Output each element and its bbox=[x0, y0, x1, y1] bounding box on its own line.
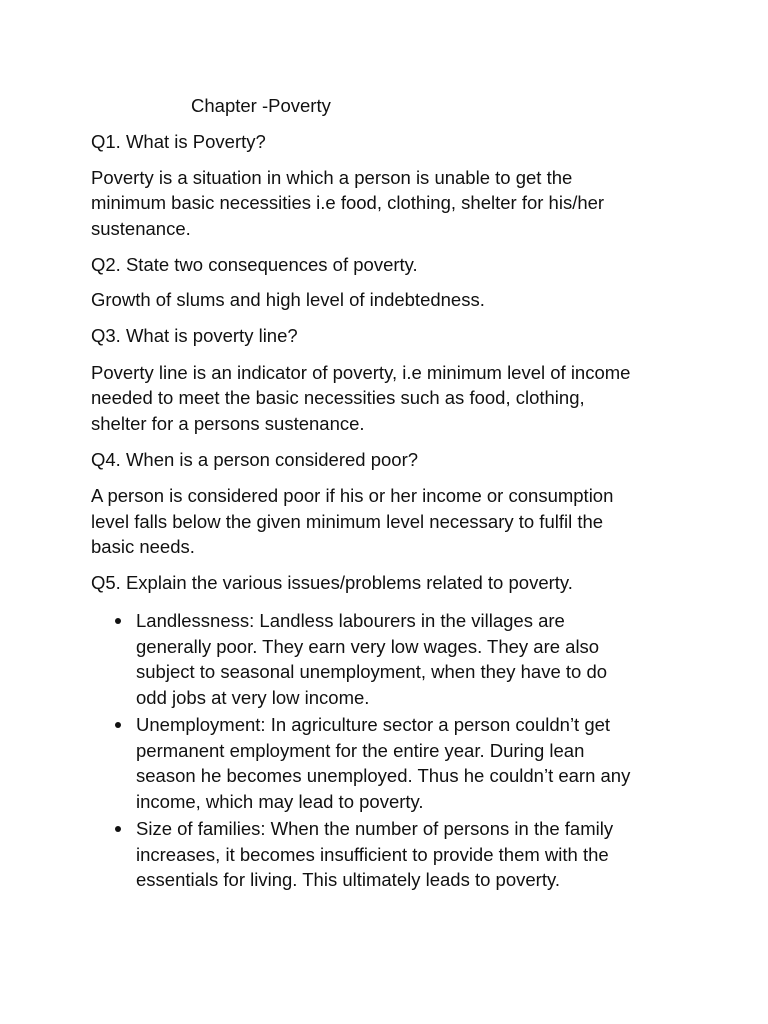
question-4: Q4. When is a person considered poor? bbox=[91, 449, 419, 470]
bullet-icon bbox=[115, 618, 121, 624]
list-item-text: Size of families: When the number of persons in the family increases, it becomes insufficient to provide them with the essentials for living. This ultimately leads to poverty. bbox=[136, 818, 614, 890]
issues-list bbox=[112, 608, 712, 893]
question-1: Q1. What is Poverty? bbox=[91, 131, 266, 152]
answer-3-line-1: Poverty line is an indicator of poverty, i.e minimum level of income bbox=[91, 362, 631, 383]
answer-4-line-2: level falls below the given minimum level necessary to fulfil the bbox=[91, 511, 604, 532]
answer-1-line-2: minimum basic necessities i.e food, clothing, shelter for his/her bbox=[91, 192, 605, 213]
answer-3-line-2: needed to meet the basic necessities such as food, clothing, bbox=[91, 387, 585, 408]
bullet-icon bbox=[115, 826, 121, 832]
answer-1-line-3: sustenance. bbox=[91, 218, 191, 239]
question-2: Q2. State two consequences of poverty. bbox=[91, 254, 418, 275]
list-item bbox=[112, 608, 712, 710]
list-item-text: Unemployment: In agriculture sector a person couldn’t get permanent employment for the entire year. During lean season he becomes unemployed. Thus he couldn’t earn any income, which may lead to poverty. bbox=[136, 714, 631, 812]
question-3: Q3. What is poverty line? bbox=[91, 325, 298, 346]
answer-1-line-1: Poverty is a situation in which a person is unable to get the bbox=[91, 167, 573, 188]
bullet-icon bbox=[115, 722, 121, 728]
list-item bbox=[112, 712, 712, 814]
answer-4-line-3: basic needs. bbox=[91, 536, 195, 557]
answer-4-line-1: A person is considered poor if his or her income or consumption bbox=[91, 485, 614, 506]
question-5: Q5. Explain the various issues/problems related to poverty. bbox=[91, 572, 573, 593]
list-item bbox=[112, 816, 712, 893]
answer-2: Growth of slums and high level of indebtedness. bbox=[91, 289, 485, 310]
answer-3-line-3: shelter for a persons sustenance. bbox=[91, 413, 365, 434]
chapter-title: Chapter -Poverty bbox=[191, 95, 331, 116]
list-item-text: Landlessness: Landless labourers in the villages are generally poor. They earn very low wages. They are also subject to seasonal unemployment, when they have to do odd jobs at very low income. bbox=[136, 610, 608, 708]
